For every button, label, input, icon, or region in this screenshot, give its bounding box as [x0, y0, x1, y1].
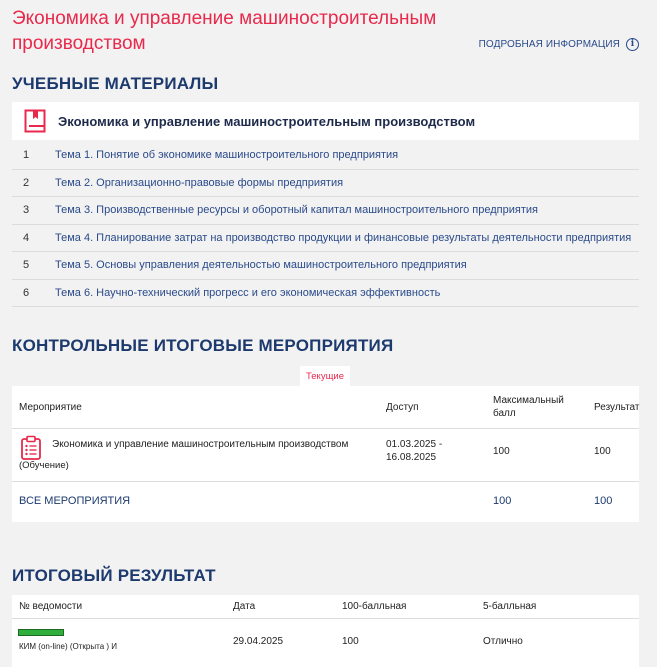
total-label: ВСЕ МЕРОПРИЯТИЯ — [19, 495, 131, 507]
event-name[interactable]: Экономика и управление машиностроительным производством — [52, 439, 349, 450]
column-event: Мероприятие — [19, 402, 82, 413]
total-max-score: 100 — [493, 495, 512, 507]
topic-list — [12, 142, 639, 307]
column-statement: № ведомости — [19, 601, 83, 612]
column-access: Доступ — [386, 402, 419, 413]
topic-link[interactable]: Тема 5. Основы управления деятельностью машиностроительного предприятия — [55, 259, 467, 272]
event-row[interactable] — [12, 429, 639, 482]
final-table-header — [12, 595, 639, 619]
topic-item — [12, 225, 639, 253]
topic-link[interactable]: Тема 6. Научно-технический прогресс и его экономическая эффективность — [55, 286, 441, 299]
events-total-row — [12, 482, 639, 522]
event-max-score: 100 — [493, 446, 510, 457]
column-score5: 5-балльная — [483, 601, 537, 612]
material-card[interactable] — [12, 102, 639, 140]
event-type: (Обучение) — [19, 460, 69, 471]
final-result-row[interactable] — [12, 619, 639, 663]
course-title: Экономика и управление машиностроительным производством — [12, 8, 437, 54]
more-info-label: ПОДРОБНАЯ ИНФОРМАЦИЯ — [478, 39, 620, 50]
column-score100: 100-балльная — [342, 601, 407, 612]
topic-link[interactable]: Тема 3. Производственные ресурсы и оборотный капитал машиностроительного предприятия — [55, 204, 538, 217]
topic-number: 2 — [23, 176, 30, 189]
material-card-title: Экономика и управление машиностроительным производством — [58, 113, 476, 129]
column-max-score: Максимальный — [493, 395, 564, 406]
info-icon: i — [626, 38, 639, 51]
events-section-title: КОНТРОЛЬНЫЕ ИТОГОВЫЕ МЕРОПРИЯТИЯ — [12, 336, 394, 355]
topic-link[interactable]: Тема 4. Планирование затрат на производство продукции и финансовые результаты деятельности предприятия — [55, 231, 632, 244]
topic-item — [12, 197, 639, 225]
column-date: Дата — [233, 601, 256, 612]
materials-section-title: УЧЕБНЫЕ МАТЕРИАЛЫ — [12, 74, 219, 93]
event-access-to: 16.08.2025 — [386, 452, 437, 463]
statement-name[interactable]: КИМ (on-line) (Открыта ) И — [19, 642, 117, 651]
topic-number: 1 — [23, 149, 30, 162]
events-table — [12, 386, 639, 522]
total-result: 100 — [594, 495, 613, 507]
topic-item — [12, 170, 639, 198]
clipboard-icon — [20, 435, 42, 461]
column-result: Результат — [594, 402, 640, 413]
result-score100: 100 — [342, 636, 359, 647]
result-score5: Отлично — [483, 636, 523, 647]
topic-link[interactable]: Тема 1. Понятие об экономике машиностроительного предприятия — [55, 149, 399, 162]
events-table-header — [12, 386, 639, 429]
topic-number: 4 — [23, 231, 30, 244]
topic-item — [12, 252, 639, 280]
tab-current[interactable]: Текущие — [300, 366, 350, 386]
more-info-link[interactable] — [479, 38, 639, 51]
topic-item — [12, 142, 639, 170]
event-result: 100 — [594, 446, 611, 457]
topic-number: 6 — [23, 286, 30, 299]
topic-number: 5 — [23, 259, 30, 272]
book-icon — [24, 109, 46, 133]
final-section-title: ИТОГОВЫЙ РЕЗУЛЬТАТ — [12, 566, 216, 585]
topic-number: 3 — [23, 204, 30, 217]
result-date: 29.04.2025 — [233, 636, 284, 647]
event-access-from: 01.03.2025 - — [386, 439, 443, 450]
status-bar — [18, 629, 64, 636]
topic-link[interactable]: Тема 2. Организационно-правовые формы предприятия — [55, 176, 344, 189]
topic-item — [12, 280, 639, 308]
final-results-table — [12, 595, 639, 667]
column-max-score-cont: балл — [493, 408, 516, 419]
